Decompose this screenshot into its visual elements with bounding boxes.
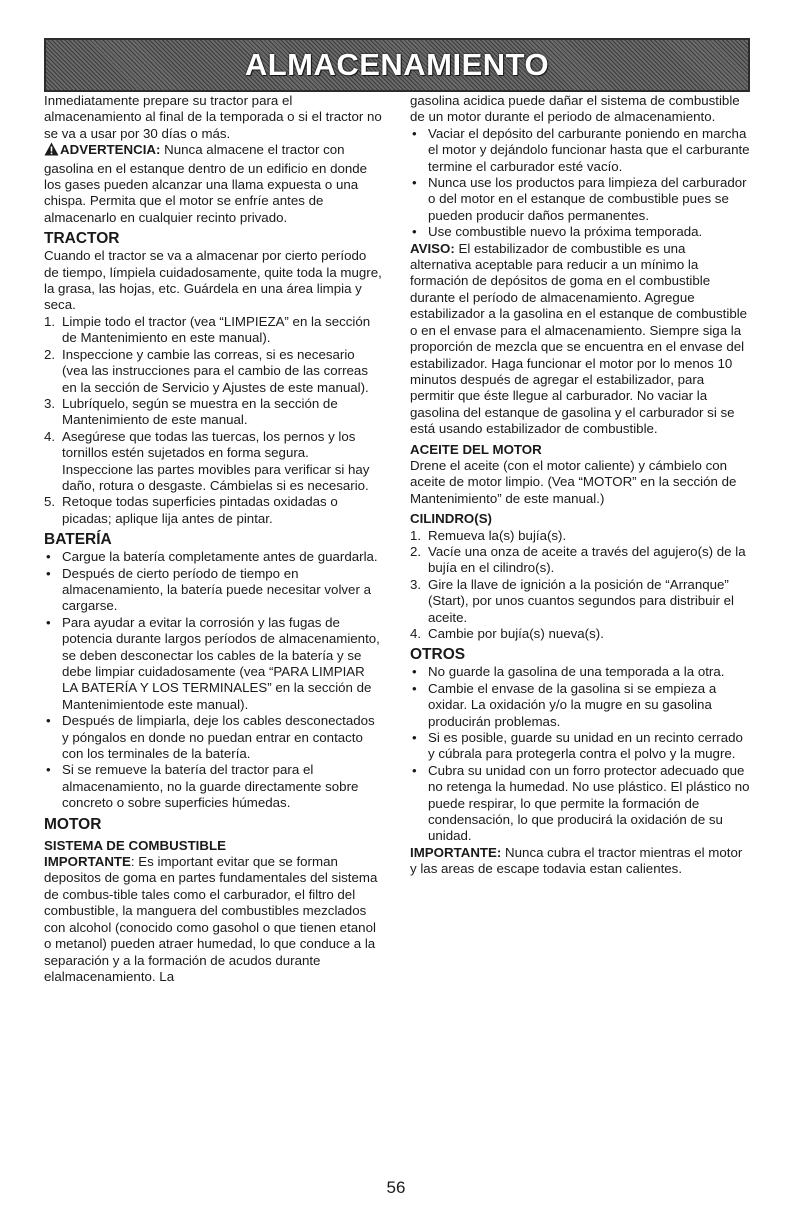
- left-column: [44, 93, 382, 985]
- section-banner: [44, 38, 750, 92]
- step-text: Vacíe una onza de aceite a través del agujero(s) de la bujía en el cilindro(s).: [428, 543, 746, 576]
- step-text: Limpie todo el tractor (vea “LIMPIEZA” en la sección de Mantenimiento en este manual).: [62, 313, 371, 346]
- list-item: [44, 549, 382, 565]
- list-item: [44, 396, 382, 429]
- step-number: 1.: [410, 527, 422, 543]
- aviso-text: El estabilizador de combustible es una alternativa aceptable para reducir a un mínimo la formación de depósitos de goma en el combustible durante el período de almacenamiento. Agregue estabilizador a la gasolina en el estanque de combustible o en el envase para el almacenamiento. Siempre siga la proporción de mezcla que se encuentra en el envase del estabilizador. Haga funcionar el motor por lo menos 10 minutos después de agregar el estabilizador, para permitir que éste llegue al carburador. No vaciar la gasolina del estanque de gasolina y el carburador si se está usando estabilizador de combustible.: [410, 240, 748, 437]
- bullet-text: Después de limpiarla, deje los cables desconectados y póngalos en donde no puedan entrar en contacto con los terminales de la batería.: [62, 713, 375, 762]
- bullet-icon: •: [412, 175, 417, 191]
- bullet-text: Después de cierto período de tiempo en almacenamiento, la batería puede necesitar volver a cargarse.: [62, 565, 371, 614]
- warning-label: ADVERTENCIA:: [60, 142, 161, 158]
- step-number: 3.: [44, 395, 56, 411]
- bullet-icon: •: [46, 614, 51, 630]
- bullet-icon: •: [412, 730, 417, 746]
- bullet-text: No guarde la gasolina de una temporada a la otra.: [428, 664, 725, 680]
- aviso-label: AVISO:: [410, 240, 455, 256]
- step-number: 2.: [410, 543, 422, 559]
- list-item: [44, 615, 382, 713]
- bullet-text: Cargue la batería completamente antes de guardarla.: [62, 549, 378, 565]
- list-item: [410, 175, 750, 224]
- aceite-text: Drene el aceite (con el motor caliente) y cámbielo con aceite de motor limpio. (Vea “MOTOR” en la sección de Mantenimiento” de este manual.): [410, 457, 737, 506]
- step-number: 1.: [44, 313, 56, 329]
- bullet-icon: •: [46, 549, 51, 565]
- list-item: [44, 347, 382, 396]
- step-number: 2.: [44, 346, 56, 362]
- list-item: [44, 566, 382, 615]
- bullet-icon: •: [412, 664, 417, 680]
- page-title: ALMACENAMIENTO: [244, 47, 550, 82]
- importante-text: Nunca cubra el tractor mientras el motor y las areas de escape todavia estan calientes.: [410, 844, 743, 877]
- motor-importante-continued: [410, 93, 750, 126]
- warning-icon: [44, 142, 59, 160]
- intro-paragraph: Inmediatamente prepare su tractor para el almacenamiento al final de la temporada o si el tractor no se va a usar por 30 días o más.: [44, 93, 382, 141]
- step-text: Lubríquelo, según se muestra en la sección de Mantenimiento de este manual.: [62, 395, 338, 428]
- step-text: Gire la llave de ignición a la posición de “Arranque” (Start), por unos cuantos segundos para distribuir el aceite.: [428, 576, 734, 625]
- importante-label: IMPORTANTE:: [410, 844, 502, 860]
- step-number: 4.: [410, 626, 422, 641]
- otros-list: [410, 664, 750, 844]
- step-text: Asegúrese que todas las tuercas, los pernos y los tornillos estén sujetados en forma segura. Inspeccione las partes movibles para verificar si hay daño, rotura o desgaste. Cámbielas si es necesario.: [62, 428, 370, 493]
- bullet-icon: •: [412, 762, 417, 778]
- continued-text: gasolina acidica puede dañar el sistema de combustible de un motor durante el periodo de almacenamiento.: [410, 93, 740, 125]
- aviso-paragraph: [410, 241, 750, 438]
- importante-label: IMPORTANTE: [44, 854, 131, 870]
- fuel-system-heading: SISTEMA DE COMBUSTIBLE: [44, 837, 226, 853]
- bullet-text: Si se remueve la batería del tractor para el almacenamiento, no la guarde directamente sobre concreto o sobre superficies húmedas.: [62, 762, 359, 811]
- step-text: Retoque todas superficies pintadas oxidadas o picadas; aplique lija antes de pintar.: [62, 494, 338, 526]
- importante-text: : Es important evitar que se forman depositos de goma en partes fundamentales del sistema de combus-tible tales como el carburador, el filtro del combustible, la manguera del combustibles mezclados con alcohol (conocido como gasohol o que tienen etanol o metanol) pueden atraer humedad, lo que conduce a la separación y a la formación de acudos durante elalmacenamiento. La: [44, 854, 378, 984]
- list-item: [44, 713, 382, 762]
- step-number: 3.: [410, 576, 422, 592]
- list-item: [410, 626, 750, 642]
- warning-paragraph: [44, 142, 382, 226]
- tractor-intro: Cuando el tractor se va a almacenar por cierto período de tiempo, límpiela cuidadosamente, quite toda la mugre, la grasa, las hojas, etc. Guárdela en una área limpia y seca.: [44, 248, 382, 313]
- list-item: [410, 577, 750, 626]
- bullet-text: Use combustible nuevo la próxima temporada.: [428, 224, 703, 240]
- bullet-icon: •: [46, 713, 51, 729]
- bullet-text: Para ayudar a evitar la corrosión y las fugas de potencia durante largos períodos de almacenamiento, se deben desconectar los cables de la batería y se debe limpiar cuidadosamente (vea “PARA LIMPIAR LA BATERÍA Y LOS TERMINALES” en la sección de Mantenimientode este manual).: [62, 614, 380, 712]
- step-number: 4.: [44, 428, 56, 444]
- list-item: [44, 314, 382, 347]
- list-item: [410, 763, 750, 845]
- list-item: [410, 681, 750, 730]
- motor-heading: MOTOR: [44, 815, 102, 833]
- bullet-text: Cubra su unidad con un forro protector adecuado que no retenga la humedad. No use plástico. El plástico no puede respirar, lo que permite la formación de condensación, lo que producirá la oxidación de su unidad.: [428, 762, 750, 844]
- bullet-text: Vaciar el depósito del carburante poniendo en marcha el motor y dejándolo funcionar hasta que el carburante termine el carburador esté vacío.: [428, 125, 750, 174]
- bullet-icon: •: [412, 125, 417, 141]
- tractor-steps: [44, 314, 382, 527]
- list-item: [410, 224, 750, 240]
- step-text: Inspeccione y cambie las correas, si es necesario (vea las instrucciones para el cambio de las correas en la sección de Servicio y Ajustes de este manual).: [62, 346, 369, 395]
- step-text: Cambie por bujía(s) nueva(s).: [428, 626, 604, 641]
- list-item: [44, 494, 382, 527]
- step-text: Remueva la(s) bujía(s).: [428, 527, 567, 543]
- list-item: [410, 528, 750, 544]
- bullet-text: Cambie el envase de la gasolina si se empieza a oxidar. La oxidación y/o la mugre en su gasolina producirán problemas.: [428, 680, 717, 729]
- bateria-heading: BATERÍA: [44, 531, 112, 549]
- fuel-list: [410, 126, 750, 241]
- otros-heading: OTROS: [410, 646, 466, 664]
- tractor-heading: TRACTOR: [44, 230, 120, 248]
- bullet-text: Si es posible, guarde su unidad en un recinto cerrado y cúbrala para protegerla contra el polvo y la mugre.: [428, 730, 743, 762]
- aceite-heading: ACEITE DEL MOTOR: [410, 441, 542, 457]
- cilindros-steps: [410, 528, 750, 643]
- list-item: [410, 126, 750, 175]
- step-number: 5.: [44, 494, 56, 510]
- bullet-icon: •: [412, 680, 417, 696]
- list-item: [44, 429, 382, 495]
- list-item: [44, 762, 382, 811]
- otros-importante-paragraph: [410, 845, 750, 878]
- warning-text: Nunca almacene el tractor con gasolina en el estanque dentro de un edificio en donde los gases pueden alcanzar una llama expuesta o una chispa. Permita que el motor se enfríe antes de almacenarlo en cualquier recinto privado.: [44, 142, 368, 225]
- bullet-icon: •: [46, 762, 51, 778]
- right-column: [410, 93, 750, 878]
- bullet-text: Nunca use los productos para limpieza del carburador o del motor en el estanque de combustible pues se pueden producir daños permanentes.: [428, 175, 747, 223]
- list-item: [410, 544, 750, 577]
- page-number: 56: [386, 1178, 406, 1197]
- bullet-icon: •: [46, 565, 51, 581]
- list-item: [410, 664, 750, 680]
- cilindros-heading: CILINDRO(S): [410, 511, 492, 527]
- list-item: [410, 730, 750, 763]
- motor-importante-paragraph: [44, 854, 382, 985]
- bateria-list: [44, 549, 382, 812]
- bullet-icon: •: [412, 224, 417, 240]
